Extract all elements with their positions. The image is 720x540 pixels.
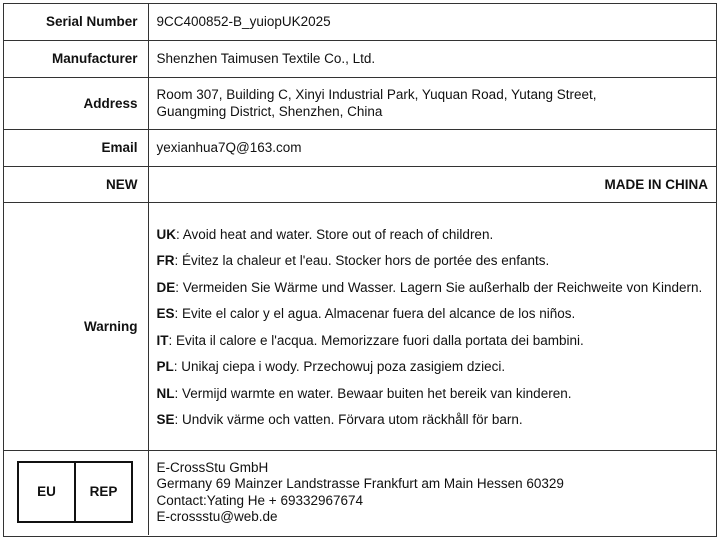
email-value: yexianhua7Q@163.com [148, 129, 716, 166]
address-line-2: Guangming District, Shenzhen, China [156, 104, 383, 119]
warning-code-uk: UK [156, 226, 176, 242]
serial-number-label: Serial Number [4, 4, 148, 40]
warning-item-fr [157, 252, 709, 269]
warning-text-it: : Evita il calore e l'acqua. Memorizzare fuori dalla portata dei bambini. [168, 332, 584, 348]
warning-code-es: ES [156, 306, 175, 322]
new-label: NEW [4, 166, 148, 202]
warning-text-es: : Evite el calor y el agua. Almacenar fuera del alcance de los niños. [174, 306, 576, 322]
warning-item-es [157, 305, 709, 322]
warning-content [148, 202, 716, 450]
serial-number-value: 9CC400852-B_yuiopUK2025 [148, 4, 716, 40]
made-in-china-text: MADE IN CHINA [148, 166, 716, 202]
warning-item-pl [157, 358, 709, 375]
warning-item-nl [157, 385, 709, 402]
warning-text-fr: : Évitez la chaleur et l'eau. Stocker hors de portée des enfants. [174, 253, 550, 269]
warning-code-it: IT [156, 332, 169, 348]
warning-code-se: SE [156, 412, 175, 428]
eu-rep-lines [149, 456, 717, 530]
warning-text-de: : Vermeiden Sie Wärme und Wasser. Lagern Sie außerhalb der Reichweite von Kindern. [175, 279, 703, 295]
eu-rep-badge-eu: EU [19, 463, 76, 521]
warning-item-uk [157, 226, 709, 243]
warning-text-uk: : Avoid heat and water. Store out of reach of children. [176, 226, 494, 242]
warning-label: Warning [4, 202, 148, 450]
warning-text-pl: : Unikaj ciepa i wody. Przechowuj poza zasigiem dzieci. [173, 359, 506, 375]
address-value [148, 77, 716, 129]
warning-list [149, 216, 717, 437]
warning-item-se [157, 411, 709, 428]
address-line-1: Room 307, Building C, Xinyi Industrial Park, Yuquan Road, Yutang Street, [156, 87, 597, 102]
eu-rep-badge-rep: REP [89, 484, 118, 499]
manufacturer-value: Shenzhen Taimusen Textile Co., Ltd. [148, 40, 716, 77]
eu-rep-company: E-CrossStu GmbH [156, 459, 269, 475]
warning-code-nl: NL [156, 385, 175, 401]
product-info-label [3, 3, 717, 537]
warning-code-pl: PL [156, 359, 174, 375]
warning-text-nl: : Vermijd warmte en water. Bewaar buiten het bereik van kinderen. [174, 385, 572, 401]
warning-item-de [157, 279, 709, 296]
eu-rep-badge [17, 461, 133, 523]
address-row [4, 77, 716, 129]
eu-rep-contact: Contact:Yating He + 69332967674 [156, 492, 364, 508]
email-label: Email [4, 129, 148, 166]
serial-number-row [4, 4, 716, 40]
address-label: Address [4, 77, 148, 129]
eu-rep-badge-cell [4, 450, 148, 535]
new-row [4, 166, 716, 202]
warning-row [4, 202, 716, 450]
product-info-table [4, 4, 716, 535]
eu-rep-details [148, 450, 716, 535]
manufacturer-label: Manufacturer [4, 40, 148, 77]
eu-rep-row [4, 450, 716, 535]
warning-code-fr: FR [156, 253, 175, 269]
manufacturer-row [4, 40, 716, 77]
eu-rep-email: E-crossstu@web.de [156, 509, 278, 525]
email-row [4, 129, 716, 166]
warning-code-de: DE [156, 279, 176, 295]
warning-text-se: : Undvik värme och vatten. Förvara utom räckhåll för barn. [174, 412, 523, 428]
eu-rep-address: Germany 69 Mainzer Landstrasse Frankfurt am Main Hessen 60329 [156, 476, 564, 492]
warning-item-it [157, 332, 709, 349]
